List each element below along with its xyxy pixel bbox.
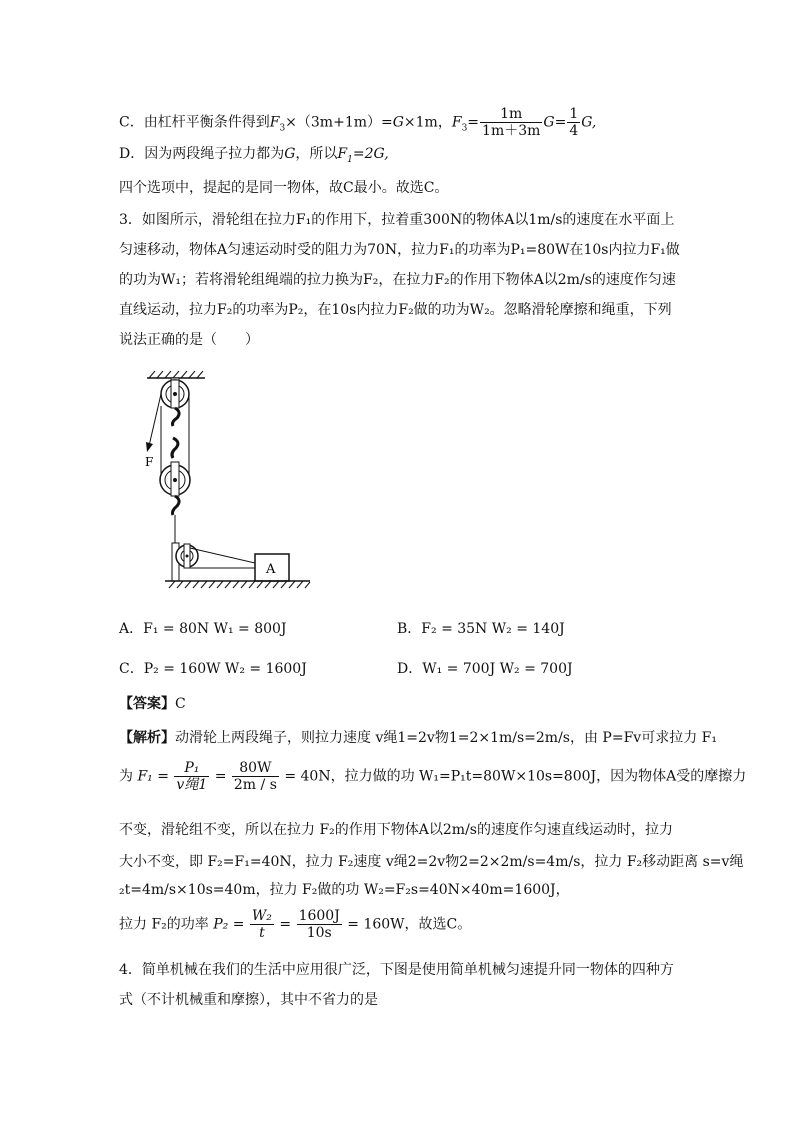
denominator: 2m / s: [233, 777, 277, 793]
option-d: D．W₁ = 700J W₂ = 700J: [397, 661, 573, 677]
text: =: [467, 114, 480, 131]
answer-line: [119, 694, 186, 714]
numerator: 1m: [480, 106, 542, 123]
denominator: v绳1: [176, 777, 208, 793]
var-g: G: [284, 146, 296, 162]
var-f: F: [451, 114, 462, 131]
question-3-line-1: 3．如图所示，滑轮组在拉力F₁的作用下，拉着重300N的物体A以1m/s的速度在水平面上: [119, 212, 675, 228]
text: G,: [581, 114, 597, 131]
explanation-line-3: 不变，滑轮组不变，所以在拉力 F₂的作用下物体A以2m/s的速度作匀速直线运动时，拉力: [119, 822, 673, 838]
explanation-line-6: [119, 908, 471, 941]
question-4-line-2: 式（不计机械重和摩擦），其中不省力的是: [119, 992, 378, 1008]
question-3-line-4: 直线运动，拉力F₂的功率为P₂，在10s内拉力F₂做的功为W₂。忽略滑轮摩擦和绳重，下列: [119, 302, 672, 318]
numerator: P₁: [174, 760, 209, 777]
explanation-tag: 【解析】: [119, 730, 175, 746]
option-a: A．F₁ = 80N W₁ = 800J: [119, 621, 287, 637]
text: G=: [543, 114, 567, 131]
text: 为: [119, 768, 133, 785]
explanation-line-5: ₂t=4m/s×10s=40m，拉力 F₂做的功 W₂=F₂s=40N×40m=1600J，: [119, 882, 570, 898]
denominator: t: [259, 925, 265, 941]
question-3-line-5: 说法正确的是（ ）: [119, 332, 259, 348]
explanation-line-1: [119, 728, 717, 748]
answer-tag: 【答案】: [119, 696, 175, 712]
text: = 160W，故选C。: [347, 916, 472, 933]
text: 动滑轮上两段绳子，则拉力速度 v绳1=2v物1=2×1m/s=2m/s，由 P=Fv可求拉力 F₁: [175, 730, 717, 746]
var-f1: $F_1$: [337, 146, 353, 165]
sub: 3: [461, 123, 468, 134]
var-f: F: [269, 114, 280, 131]
fraction: [232, 760, 279, 793]
text: =: [279, 916, 292, 933]
text: =2G,: [352, 146, 389, 162]
text: D．因为两段绳子拉力都为: [119, 146, 285, 162]
text: =: [214, 768, 227, 785]
pulley-system-figure: [145, 368, 315, 593]
option-d-explanation-line: [119, 144, 389, 170]
fraction: [567, 106, 580, 139]
explanation-line-2: [119, 760, 746, 793]
text: = 40N，拉力做的功 W₁=P₁t=80W×10s=800J，因为物体A受的摩擦力: [284, 768, 747, 785]
text: P₂ =: [213, 916, 245, 933]
numerator: 80W: [232, 760, 279, 777]
text: F₁ =: [137, 768, 169, 785]
numerator: 1600J: [298, 908, 340, 924]
question-3-line-3: 的功为W₁；若将滑轮组绳端的拉力换为F₂，在拉力F₂的作用下物体A以2m/s的速度作匀速: [119, 272, 676, 288]
fraction: [250, 908, 274, 941]
conclusion-line: 四个选项中，提起的是同一物体，故C最小。故选C。: [119, 180, 449, 196]
text: ，所以: [295, 146, 338, 162]
sub: 3: [279, 123, 286, 134]
text: C．由杠杆平衡条件得到: [119, 114, 270, 131]
option-c: C．P₂ = 160W W₂ = 1600J: [119, 661, 307, 677]
denominator: 1m＋3m: [482, 123, 541, 139]
option-b: B．F₂ = 35N W₂ = 140J: [397, 621, 565, 637]
force-label-f: F: [145, 455, 154, 469]
var-g: G: [392, 114, 404, 131]
option-c-explanation-line: [119, 106, 596, 139]
fraction: [480, 106, 542, 139]
fraction: [174, 760, 209, 793]
denominator: 10s: [306, 925, 332, 941]
question-4-line-1: 4．简单机械在我们的生活中应用很广泛，下图是使用简单机械匀速提升同一物体的四种方: [119, 962, 674, 978]
explanation-line-4: 大小不变，即 F₂=F₁=40N，拉力 F₂速度 v绳2=2v物2=2×2m/s=4m/s，拉力 F₂移动距离 s=v绳: [119, 854, 744, 870]
text: 拉力 F₂的功率: [119, 916, 209, 933]
fraction: [297, 908, 342, 941]
numerator: 1: [569, 106, 579, 122]
text: ×1m，: [403, 114, 452, 131]
numerator: W₂: [251, 908, 272, 924]
answer-value: C: [175, 696, 186, 712]
question-3-line-2: 匀速移动，物体A匀速运动时受的阻力为70N，拉力F₁的功率为P₁=80W在10s内拉力F₁做: [119, 242, 680, 258]
block-a-label: A: [266, 562, 276, 577]
text: ×（3m+1m）=: [285, 114, 393, 131]
denominator: 4: [569, 123, 579, 139]
